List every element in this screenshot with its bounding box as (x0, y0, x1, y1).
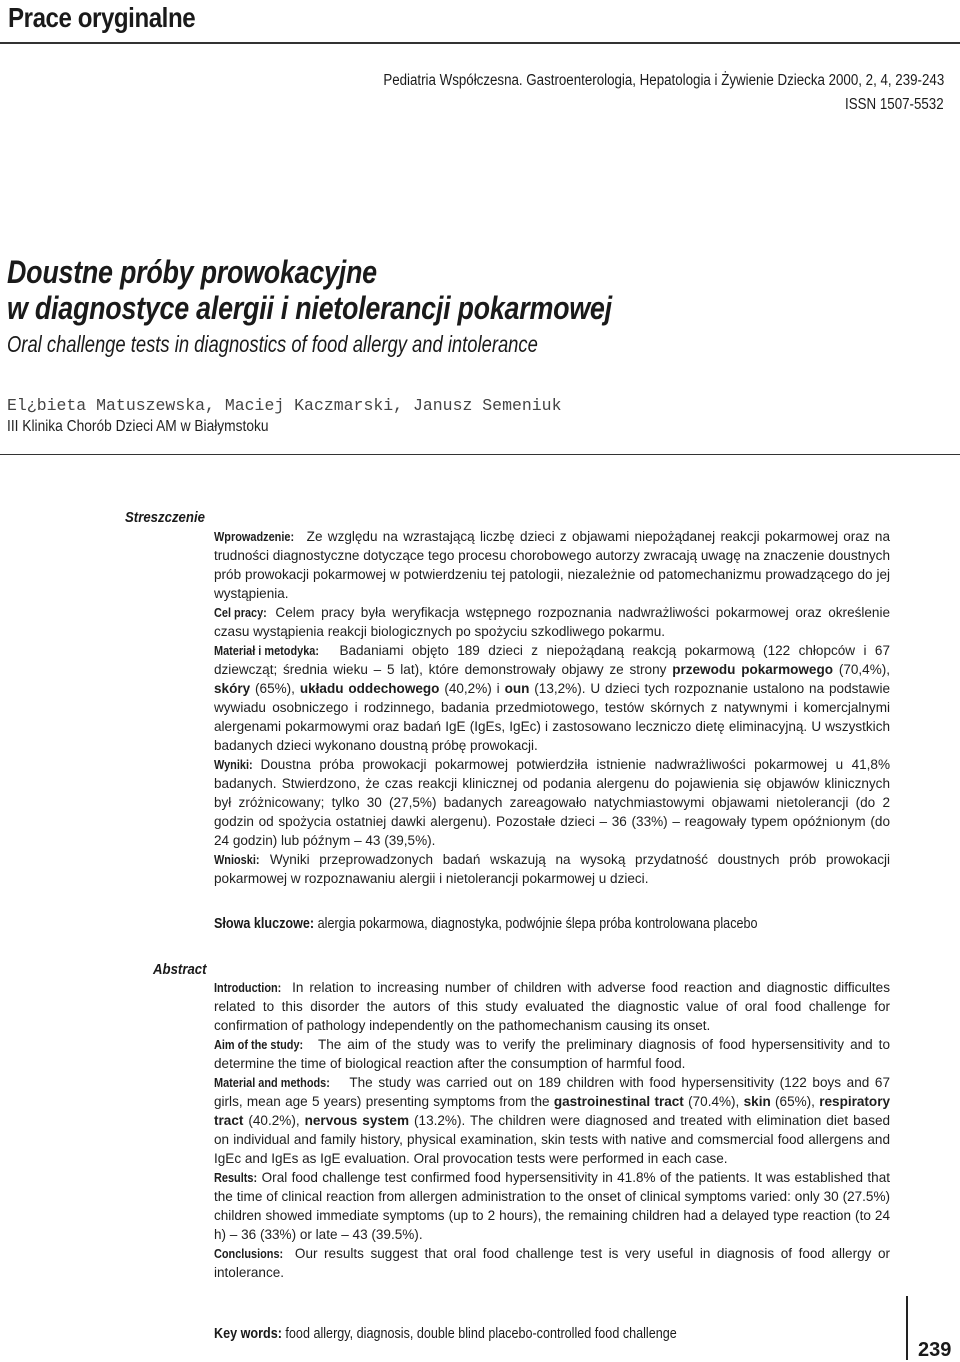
results-text: Oral food challenge test confirmed food hypersensitivity in 41.8% of the patients. It was established that the time of clinical reaction from allergen administration to the onset of clinical symptoms varied: only 30 (27.5%) children showed immediate symptoms (up to 2 hours), the remaining children had a delayed type reaction (to 24 h) – 36 (33%) or late – 43 (39.5%). (214, 1170, 890, 1242)
page-number: 239 (918, 1339, 952, 1361)
methods-text: (65%), (775, 1094, 815, 1109)
methods-emphasis: skóry (214, 681, 251, 696)
affiliation: III Klinika Chorób Dzieci AM w Białymstoku (7, 418, 269, 435)
intro-text: In relation to increasing number of children with adverse food reaction and diagnostic difficultes related to this disorder the autors of this study evaluated the diagnostic value of oral food challenge for confirmation of pathology independently on the pathomechanism causing its onset. (214, 980, 890, 1033)
header-rule (0, 42, 960, 44)
methods-emphasis: nervous system (304, 1113, 410, 1128)
methods-text: (13,2%). U dzieci tych rozpoznanie ustalono na podstawie wywiadu osobniczego i rodzinnego, badania przedmiotowego, testów skórnych z natywnymi i komercjalnymi alergenami pokarmowymi oraz badań IgE (IgEs, IgEc) i zastosowano leczniczo dietę eliminacyjną. U wszystkich badanych dzieci wykonano doustną próbę prowokacji. (214, 681, 891, 753)
results-label: Results: (214, 1170, 258, 1185)
methods-emphasis: gastroinestinal tract (553, 1094, 684, 1109)
article-title-pl-line1: Doustne próby prowokacyjne (7, 254, 377, 290)
keywords-text: alergia pokarmowa, diagnostyka, podwójnie ślepa próba kontrolowana placebo (317, 915, 758, 932)
methods-text: (70.4%), (688, 1094, 740, 1109)
keywords-pl (214, 915, 758, 932)
methods-text: (40,2%) i (444, 681, 500, 696)
conclusions-text: Our results suggest that oral food challenge test is very useful in diagnosis of food allergy or intolerance. (214, 1246, 890, 1280)
methods-emphasis: respiratory tract (214, 1094, 891, 1128)
keywords-label: Słowa kluczowe: (214, 915, 315, 932)
intro-label: Wprowadzenie: (214, 529, 295, 544)
results-label: Wyniki: (214, 757, 253, 772)
intro-text: Ze względu na wzrastającą liczbę dzieci z objawami niepożądanej reakcji pokarmowej oraz na trudności diagnostyczne dotyczące tego procesu chorobowego autorzy zwracają uwagę na znaczenie doustnych prób prowokacji pokarmowej w potwierdzeniu tej patologii, niezależnie od patomechanizmu prowadzącego do jej wystąpienia. (214, 529, 890, 601)
abstract-body (214, 978, 890, 1282)
article-title-pl-line2: w diagnostyce alergii i nietolerancji pokarmowej (7, 290, 612, 326)
methods-text: The study was carried out on 189 children with food hypersensitivity (122 boys and 67 girls, mean age 5 years) presenting symptoms from the (214, 1075, 890, 1109)
methods-text: (40.2%), (248, 1113, 300, 1128)
streszczenie-methods (214, 641, 890, 755)
aim-text: The aim of the study was to verify the preliminary diagnosis of food hypersensitivity and to determine the time of biological reaction after the consumption of harmful food. (214, 1037, 890, 1071)
methods-label: Material and methods: (214, 1075, 330, 1090)
streszczenie-body (214, 527, 890, 888)
keywords-text: food allergy, diagnosis, double blind placebo-controlled food challenge (285, 1325, 677, 1342)
aim-text: Celem pracy była weryfikacja wstępnego rozpoznania nadwrażliwości pokarmowej oraz określenie czasu wystąpienia reakcji biologicznych po spożyciu szkodliwego pokarmu. (214, 605, 890, 639)
article-title-en: Oral challenge tests in diagnostics of food allergy and intolerance (7, 331, 538, 357)
abstract-results (214, 1168, 890, 1244)
abstract-methods (214, 1073, 890, 1168)
streszczenie-heading: Streszczenie (125, 509, 205, 526)
methods-emphasis: skin (743, 1094, 771, 1109)
abstract-aim (214, 1035, 890, 1073)
keywords-en (214, 1325, 677, 1342)
authors-rule (0, 454, 960, 455)
issn: ISSN 1507-5532 (845, 96, 944, 113)
results-text: Doustna próba prowokacji pokarmowej potwierdziła istnienie nadwrażliwości pokarmowej u 41,8% badanych. Stwierdzono, że czas reakcji klinicznej od podania alergenu do pojawienia się objawów klinicznych był zróżnicowany; tylko 30 (27,5%) badanych zareagowało natychmiastowymi objawami nietolerancji (do 2 godzin od spożycia ostatniej dawki alergenu). Pozostałe dzieci – 36 (33%) – reagowały typem opóźnionym (do 24 godzin) lub późnym – 43 (39,5%). (214, 757, 891, 848)
methods-emphasis: przewodu pokarmowego (672, 662, 834, 677)
streszczenie-conclusions (214, 850, 890, 888)
streszczenie-intro (214, 527, 890, 603)
conclusions-label: Wnioski: (214, 852, 260, 867)
conclusions-label: Conclusions: (214, 1246, 284, 1261)
methods-text: (70,4%), (838, 662, 891, 677)
methods-text: (65%), (255, 681, 295, 696)
methods-emphasis: oun (504, 681, 530, 696)
page-number-rule (906, 1296, 908, 1360)
abstract-conclusions (214, 1244, 890, 1282)
methods-text: (13.2%). The children were diagnosed and treated with elimination diet based on individual and family history, physical examination, skin tests with native and comsmercial food allergens and IgEc and IgEs as IgE evaluation. Oral provocation tests were performed in each case. (214, 1113, 891, 1166)
aim-label: Aim of the study: (214, 1037, 304, 1052)
abstract-intro (214, 978, 890, 1035)
methods-label: Materiał i metodyka: (214, 643, 319, 658)
streszczenie-aim (214, 603, 890, 641)
author-list: El¿bieta Matuszewska, Maciej Kaczmarski, Janusz Semeniuk (7, 396, 562, 415)
aim-label: Cel pracy: (214, 605, 267, 620)
conclusions-text: Wyniki przeprowadzonych badań wskazują na wysoką przydatność doustnych prób prowokacji pokarmowej w rozpoznawaniu alergii i nietolerancji pokarmowej u dzieci. (214, 852, 890, 886)
streszczenie-results (214, 755, 890, 850)
methods-text: Badaniami objęto 189 dzieci z niepożądaną reakcją pokarmową (122 chłopców i 67 dziewcząt; średnia wieku – 5 lat), które demonstrowały objawy ze strony (214, 643, 890, 677)
keywords-label: Key words: (214, 1325, 282, 1342)
section-label: Prace oryginalne (8, 2, 196, 33)
journal-citation: Pediatria Współczesna. Gastroenterologia, Hepatologia i Żywienie Dziecka 2000, 2, 4, 239-243 (383, 72, 944, 89)
intro-label: Introduction: (214, 980, 282, 995)
methods-emphasis: układu oddechowego (299, 681, 440, 696)
abstract-heading: Abstract (153, 961, 207, 978)
